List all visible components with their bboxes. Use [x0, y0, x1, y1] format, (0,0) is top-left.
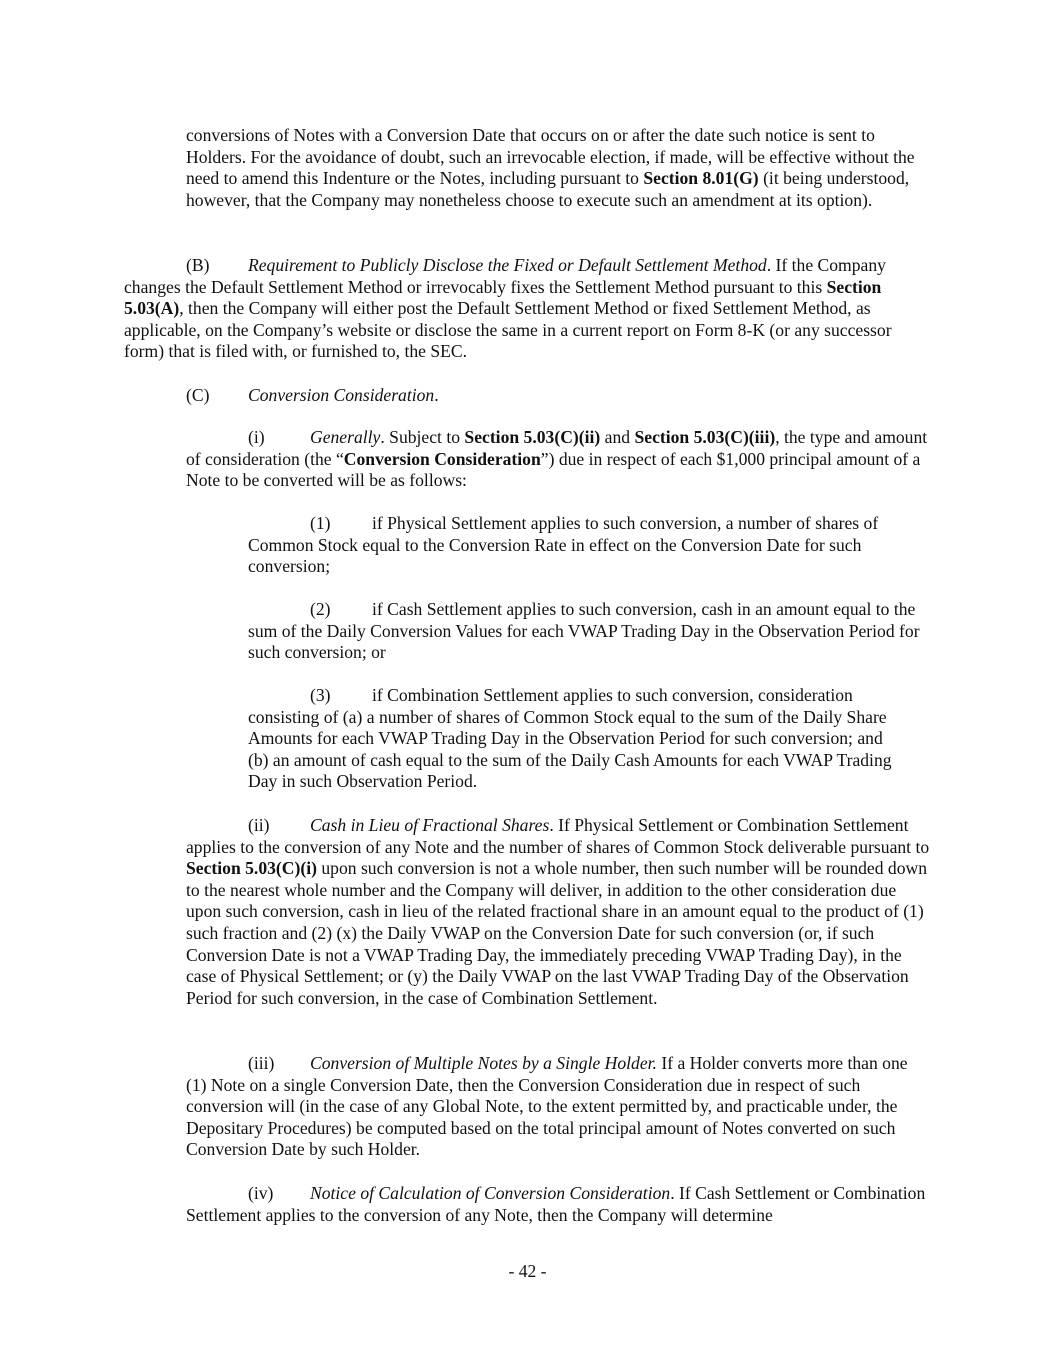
section-reference: Section 5.03(C)(ii)	[464, 427, 601, 447]
paragraph-text: if Combination Settlement applies to such conversion, consideration consisting of (a) a number of shares of Common Stock equal to the sum of the Daily Share Amounts for each VWAP Trading Day in the Observation Period for such conversion; and (b) an amount of cash equal to the sum of the Daily Cash Amounts for each VWAP Trading Day in such Observation Period.	[248, 685, 892, 792]
paragraph-label: (i)	[248, 427, 265, 447]
paragraph-1	[248, 513, 931, 578]
paragraph-heading: Conversion Consideration	[248, 385, 435, 405]
paragraph-iii	[186, 1053, 932, 1161]
page-number: - 42 -	[508, 1261, 547, 1281]
paragraph-heading: Conversion of Multiple Notes by a Single Holder.	[310, 1053, 657, 1073]
paragraph-ii	[186, 815, 932, 1009]
paragraph-2	[248, 599, 931, 664]
section-reference: Section 5.03(C)(iii)	[634, 427, 776, 447]
paragraph-label: (C)	[186, 385, 210, 405]
paragraph-i	[186, 427, 932, 492]
paragraph-text: .	[434, 385, 439, 405]
paragraph-heading: Cash in Lieu of Fractional Shares	[310, 815, 550, 835]
paragraph-text: . If Physical Settlement or Combination Settlement applies to the conversion of any Note and the number of shares of Common Stock deliverable pursuant to	[186, 815, 930, 857]
paragraph-text: and	[600, 427, 635, 447]
paragraph-label: (B)	[186, 255, 210, 275]
paragraph-label: (ii)	[248, 815, 270, 835]
paragraph-text: . If the Company changes the Default Settlement Method or irrevocably fixes the Settlement Method pursuant to this	[124, 255, 886, 297]
paragraph-text: , then the Company will either post the Default Settlement Method or fixed Settlement Method, as applicable, on the Company’s website or disclose the same in a current report on Form 8-K (or any successor form) that is filed with, or furnished to, the SEC.	[124, 298, 892, 362]
paragraph-text: , the type and amount of consideration (the “	[186, 427, 928, 469]
paragraph-continuation	[186, 125, 932, 211]
paragraph-text: If a Holder converts more than one (1) Note on a single Conversion Date, then the Conversion Consideration due in respect of such conversion will (in the case of any Global Note, to the extent permitted by, and practicable under, the Depositary Procedures) be computed based on the total principal amount of Notes converted on such Conversion Date by such Holder.	[186, 1053, 908, 1160]
paragraph-text: ”) due in respect of each $1,000 principal amount of a Note to be converted will be as follows:	[186, 448, 921, 491]
section-reference: Section 5.03(A)	[124, 276, 882, 319]
paragraph-label: (iv)	[248, 1183, 274, 1203]
paragraph-label: (3)	[310, 685, 331, 705]
paragraph-text: . If Cash Settlement or Combination Settlement applies to the conversion of any Note, then the Company will determine	[186, 1183, 926, 1225]
paragraph-label: (1)	[310, 513, 331, 533]
paragraph-text: . Subject to	[380, 427, 465, 447]
paragraph-iv	[186, 1183, 932, 1226]
paragraph-text: (it being understood, however, that the Company may nonetheless choose to execute such an amendment at its option).	[186, 168, 910, 210]
paragraph-text: upon such conversion is not a whole number, then such number will be rounded down to the nearest whole number and the Company will deliver, in addition to the other consideration due upon such conversion, cash in lieu of the related fractional share in an amount equal to the product of (1) such fraction and (2) (x) the Daily VWAP on the Conversion Date for such conversion (or, if such Conversion Date is not a VWAP Trading Day, the immediately preceding VWAP Trading Day), in the case of Physical Settlement; or (y) the Daily VWAP on the last VWAP Trading Day of the Observation Period for such conversion, in the case of Combination Settlement.	[186, 858, 928, 1008]
section-reference: Section 8.01(G)	[643, 168, 759, 189]
paragraph-label: (2)	[310, 599, 331, 619]
defined-term: Conversion Consideration	[343, 448, 541, 469]
paragraph-3	[248, 685, 907, 793]
paragraph-text: if Cash Settlement applies to such conversion, cash in an amount equal to the sum of the Daily Conversion Values for each VWAP Trading Day in the Observation Period for such conversion; or	[248, 599, 920, 663]
section-reference: Section 5.03(C)(i)	[186, 858, 317, 879]
paragraph-heading: Requirement to Publicly Disclose the Fixed or Default Settlement Method	[248, 255, 767, 275]
paragraph-C	[124, 385, 932, 407]
paragraph-text: conversions of Notes with a Conversion Date that occurs on or after the date such notice is sent to Holders. For the avoidance of doubt, such an irrevocable election, if made, will be effective without the need to amend this Indenture or the Notes, including pursuant to	[186, 125, 915, 189]
paragraph-heading: Generally	[310, 427, 381, 447]
paragraph-label: (iii)	[248, 1053, 275, 1073]
paragraph-text: if Physical Settlement applies to such conversion, a number of shares of Common Stock equal to the Conversion Rate in effect on the Conversion Date for such conversion;	[248, 513, 879, 577]
paragraph-heading: Notice of Calculation of Conversion Consideration	[310, 1183, 671, 1203]
paragraph-B	[124, 255, 932, 363]
